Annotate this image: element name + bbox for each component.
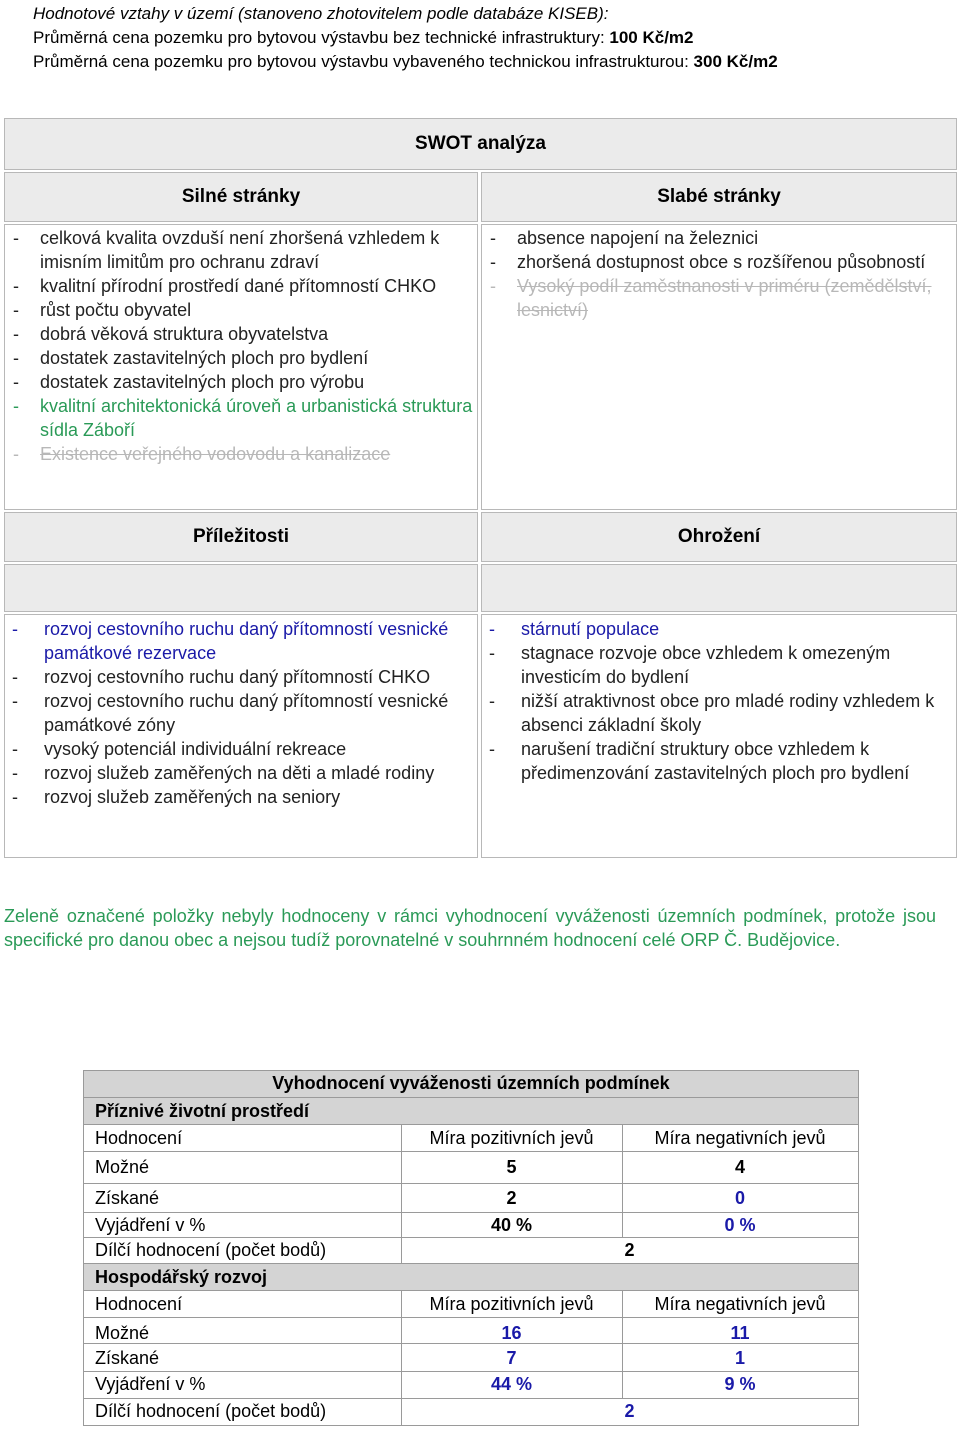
- possible-row: [84, 1318, 858, 1344]
- bullet-dash: -: [490, 276, 496, 296]
- column-label: Hodnocení: [95, 1128, 183, 1148]
- list-item: [5, 665, 477, 689]
- list-item: [482, 737, 956, 785]
- row-label: Možné: [95, 1157, 150, 1177]
- intro-heading: Hodnotové vztahy v území (stanoveno zhotovitelem podle databáze KISEB):: [33, 4, 609, 23]
- bullet-dash: -: [12, 619, 18, 639]
- possible-negative: 4: [734, 1157, 745, 1177]
- partial-score: 2: [624, 1401, 635, 1421]
- list-item: [5, 274, 477, 298]
- percent-row: [84, 1372, 858, 1399]
- row-label: Vyjádření v %: [95, 1215, 206, 1235]
- item-text: absence napojení na železnici: [517, 228, 759, 248]
- list-item: [482, 617, 956, 641]
- item-text: nižší atraktivnost obce pro mladé rodiny vzhledem k absenci základní školy: [521, 691, 935, 735]
- percent-positive: 40 %: [490, 1215, 533, 1235]
- list-item: [5, 370, 477, 394]
- item-text: rozvoj cestovního ruchu daný přítomností CHKO: [44, 667, 431, 687]
- bullet-dash: -: [12, 691, 18, 711]
- column-negative: Míra negativních jevů: [654, 1294, 826, 1314]
- item-text: dostatek zastavitelných ploch pro bydlení: [40, 348, 369, 368]
- partial-score-row: [84, 1399, 858, 1425]
- bullet-dash: -: [490, 252, 496, 272]
- item-text: vysoký potenciál individuální rekreace: [44, 739, 347, 759]
- partial-score-row: [84, 1238, 858, 1264]
- list-item: [5, 226, 477, 274]
- row-label: Dílčí hodnocení (počet bodů): [95, 1401, 327, 1421]
- bullet-dash: -: [12, 667, 18, 687]
- list-item: [482, 226, 956, 250]
- intro-block: [33, 2, 778, 74]
- item-text: rozvoj cestovního ruchu daný přítomností vesnické památkové zóny: [44, 691, 449, 735]
- list-item: [5, 322, 477, 346]
- row-label: Dílčí hodnocení (počet bodů): [95, 1240, 327, 1260]
- bullet-dash: -: [13, 372, 19, 392]
- bullet-dash: -: [489, 619, 495, 639]
- percent-negative: 0 %: [724, 1215, 756, 1235]
- bullet-dash: -: [12, 763, 18, 783]
- partial-score: 2: [624, 1240, 635, 1260]
- strengths-list: [5, 226, 477, 466]
- item-text: Vysoký podíl zaměstnanosti v priméru (zemědělství, lesnictví): [517, 276, 932, 320]
- bullet-dash: -: [490, 228, 496, 248]
- evaluation-title-row: [84, 1071, 858, 1098]
- bullet-dash: -: [12, 739, 18, 759]
- bullet-dash: -: [13, 276, 19, 296]
- column-label: Hodnocení: [95, 1294, 183, 1314]
- threats-spacer: [481, 564, 957, 612]
- item-text: zhoršená dostupnost obce s rozšířenou působností: [517, 252, 926, 272]
- opportunities-list: [5, 617, 477, 809]
- strengths-header: Silné stránky: [4, 172, 478, 222]
- item-text: dostatek zastavitelných ploch pro výrobu: [40, 372, 365, 392]
- gained-positive: 2: [506, 1188, 517, 1208]
- green-items-note: Zeleně označené položky nebyly hodnoceny v rámci vyhodnocení vyváženosti územních podmínek, protože jsou specifické pro danou obec a nejsou tudíž porovnatelné v souhrnném hodnocení celé ORP Č. Budějovice.: [4, 906, 936, 950]
- percent-negative: 9 %: [724, 1374, 756, 1394]
- opportunities-cell: [4, 614, 478, 858]
- item-text: kvalitní architektonická úroveň a urbanistická struktura sídla Záboří: [40, 396, 473, 440]
- bullet-dash: -: [13, 444, 19, 464]
- item-text: stárnutí populace: [521, 619, 660, 639]
- bullet-dash: -: [13, 396, 19, 416]
- list-item: [5, 442, 477, 466]
- price-label: Průměrná cena pozemku pro bytovou výstavbu bez technické infrastruktury:: [33, 28, 610, 47]
- bullet-dash: -: [489, 643, 495, 663]
- list-item: [482, 250, 956, 274]
- section-name-row: [84, 1098, 858, 1125]
- gained-row: [84, 1344, 858, 1372]
- bullet-dash: -: [13, 348, 19, 368]
- section-name: Hospodářský rozvoj: [95, 1267, 268, 1287]
- item-text: rozvoj cestovního ruchu daný přítomností vesnické památkové rezervace: [44, 619, 449, 663]
- item-text: narušení tradiční struktury obce vzhledem k předimenzování zastavitelných ploch pro bydlení: [521, 739, 910, 783]
- row-label: Možné: [95, 1323, 150, 1343]
- list-item: [5, 785, 477, 809]
- list-item: [5, 617, 477, 665]
- evaluation-title: Vyhodnocení vyváženosti územních podmínek: [272, 1073, 670, 1093]
- row-label: Získané: [95, 1348, 160, 1368]
- evaluation-table: [83, 1070, 859, 1426]
- list-item: [5, 298, 477, 322]
- bullet-dash: -: [489, 739, 495, 759]
- weaknesses-header: Slabé stránky: [481, 172, 957, 222]
- bullet-dash: -: [13, 228, 19, 248]
- item-text: kvalitní přírodní prostředí dané přítomností CHKO: [40, 276, 437, 296]
- swot-table: [4, 118, 957, 858]
- item-text: celková kvalita ovzduší není zhoršená vzhledem k imisním limitům pro ochranu zdraví: [40, 228, 440, 272]
- price-value: 100 Kč/m2: [609, 28, 694, 47]
- threats-list: [482, 617, 956, 785]
- gained-row: [84, 1184, 858, 1213]
- list-item: [5, 761, 477, 785]
- gained-negative: 0: [734, 1188, 745, 1208]
- item-text: stagnace rozvoje obce vzhledem k omezeným investicím do bydlení: [521, 643, 891, 687]
- column-negative: Míra negativních jevů: [654, 1128, 826, 1148]
- possible-negative: 11: [730, 1323, 750, 1343]
- column-header-row: [84, 1291, 858, 1318]
- list-item: [5, 394, 477, 442]
- column-positive: Míra pozitivních jevů: [429, 1128, 594, 1148]
- list-item: [5, 689, 477, 737]
- weaknesses-list: [482, 226, 956, 322]
- bullet-dash: -: [12, 787, 18, 807]
- list-item: [482, 689, 956, 737]
- price-with-infrastructure: [33, 50, 778, 74]
- price-label: Průměrná cena pozemku pro bytovou výstavbu vybaveného technickou infrastrukturou:: [33, 52, 694, 71]
- percent-positive: 44 %: [490, 1374, 533, 1394]
- gained-positive: 7: [506, 1348, 517, 1368]
- possible-row: [84, 1152, 858, 1184]
- percent-row: [84, 1213, 858, 1238]
- bullet-dash: -: [489, 691, 495, 711]
- item-text: růst počtu obyvatel: [40, 300, 192, 320]
- bullet-dash: -: [13, 324, 19, 344]
- threats-header: Ohrožení: [481, 512, 957, 562]
- swot-title: SWOT analýza: [4, 118, 957, 170]
- price-value: 300 Kč/m2: [693, 52, 778, 71]
- section-name: Příznivé životní prostředí: [95, 1101, 310, 1121]
- price-without-infrastructure: [33, 26, 778, 50]
- item-text: Existence veřejného vodovodu a kanalizace: [40, 444, 391, 464]
- gained-negative: 1: [734, 1348, 745, 1368]
- possible-positive: 5: [506, 1157, 517, 1177]
- list-item: [482, 641, 956, 689]
- column-header-row: [84, 1125, 858, 1152]
- opportunities-header: Příležitosti: [4, 512, 478, 562]
- section-name-row: [84, 1264, 858, 1291]
- row-label: Získané: [95, 1188, 160, 1208]
- threats-cell: [481, 614, 957, 858]
- list-item: [5, 737, 477, 761]
- opportunities-spacer: [4, 564, 478, 612]
- strengths-cell: [4, 224, 478, 510]
- column-positive: Míra pozitivních jevů: [429, 1294, 594, 1314]
- weaknesses-cell: [481, 224, 957, 510]
- list-item: [5, 346, 477, 370]
- item-text: dobrá věková struktura obyvatelstva: [40, 324, 329, 344]
- bullet-dash: -: [13, 300, 19, 320]
- row-label: Vyjádření v %: [95, 1374, 206, 1394]
- list-item: [482, 274, 956, 322]
- possible-positive: 16: [501, 1323, 522, 1343]
- item-text: rozvoj služeb zaměřených na seniory: [44, 787, 341, 807]
- item-text: rozvoj služeb zaměřených na děti a mladé rodiny: [44, 763, 435, 783]
